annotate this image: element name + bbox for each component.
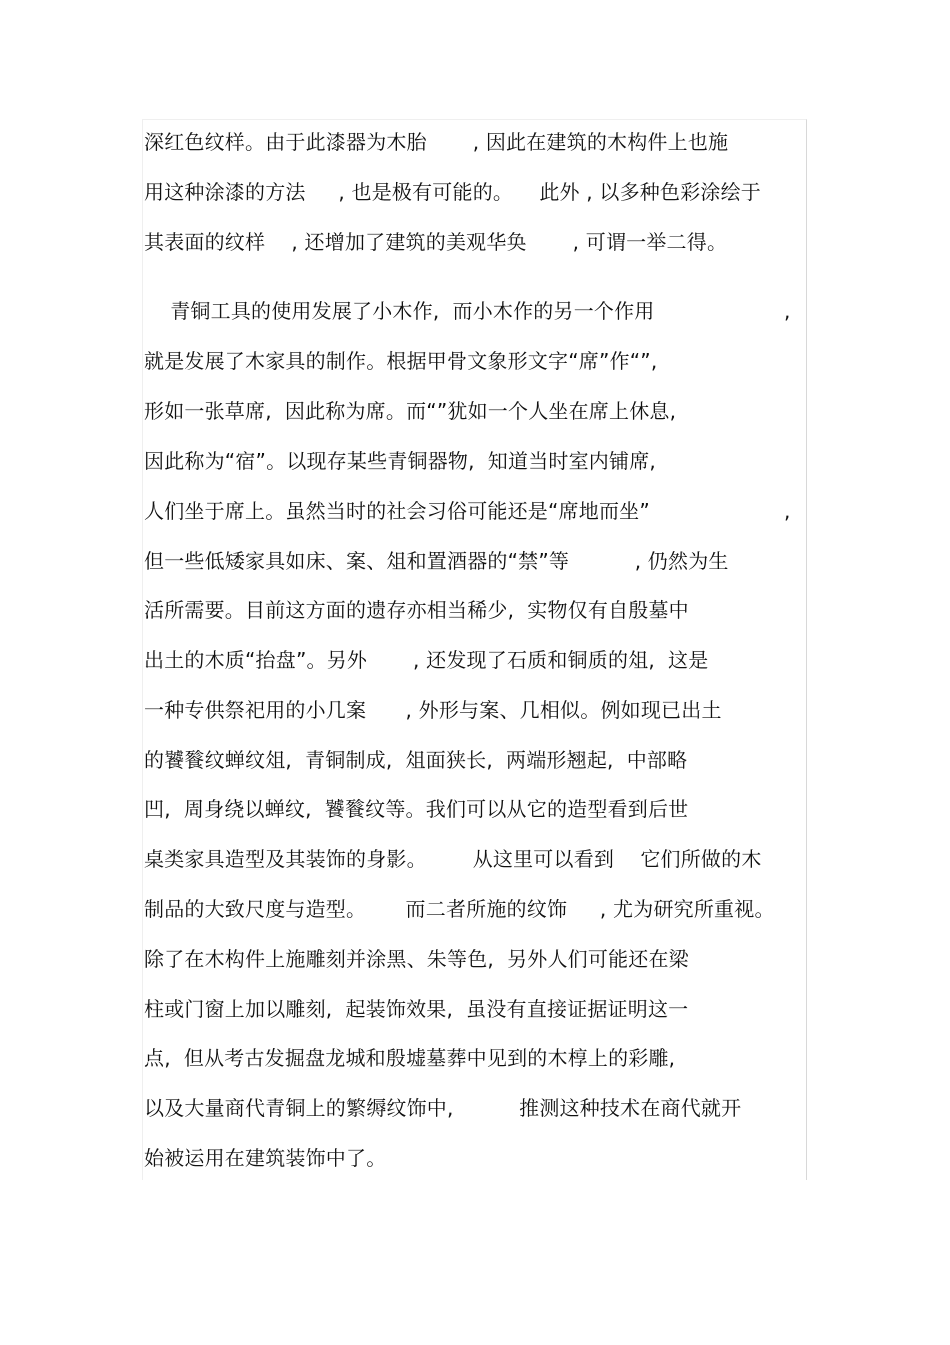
text-line: 始被运用在建筑装饰中了。 <box>144 1146 387 1170</box>
trailing-comma: , <box>784 499 791 523</box>
text-line: 但一些低矮家具如床、案、俎和置酒器的“禁”等 , 仍然为生 <box>144 549 729 573</box>
text-line: 人们坐于席上。虽然当时的社会习俗可能还是“席地而坐” <box>144 499 650 523</box>
text-line: 青铜工具的使用发展了小木作, 而小木作的另一个作用 <box>144 299 655 323</box>
text-line: 用这种涂漆的方法 , 也是极有可能的。 此外 , 以多种色彩涂绘于 <box>144 180 762 204</box>
text-line: 活所需要。目前这方面的遗存亦相当稀少, 实物仅有自殷墓中 <box>144 598 689 622</box>
text-line: 凹, 周身绕以蝉纹, 饕餮纹等。我们可以从它的造型看到后世 <box>144 797 689 821</box>
text-line: 形如一张草席, 因此称为席。而“”犹如一个人坐在席上休息, <box>144 399 677 423</box>
text-line: 除了在木构件上施雕刻并涂黑、朱等色, 另外人们可能还在梁 <box>144 947 689 971</box>
text-line: 桌类家具造型及其装饰的身影。 从这里可以看到 它们所做的木 <box>144 847 762 871</box>
text-line: 出土的木质“抬盘”。另外 , 还发现了石质和铜质的俎, 这是 <box>144 648 709 672</box>
trailing-comma: , <box>784 299 791 323</box>
text-line: 因此称为“宿”。以现存某些青铜器物, 知道当时室内铺席, <box>144 449 656 473</box>
text-line: 点, 但从考古发掘盘龙城和殷墟墓葬中见到的木椁上的彩雕, <box>144 1046 676 1070</box>
text-line: 的饕餮纹蝉纹俎, 青铜制成, 俎面狭长, 两端形翘起, 中部略 <box>144 748 688 772</box>
text-line: 其表面的纹样 , 还增加了建筑的美观华奂 , 可谓一举二得。 <box>144 230 728 254</box>
text-line: 就是发展了木家具的制作。根据甲骨文象形文字“席”作“”, <box>144 349 658 373</box>
text-line: 深红色纹样。由于此漆器为木胎 , 因此在建筑的木构件上也施 <box>144 130 729 154</box>
text-line: 制品的大致尺度与造型。 而二者所施的纹饰 , 尤为研究所重视。 <box>144 897 775 921</box>
text-line: 以及大量商代青铜上的繁缛纹饰中, 推测这种技术在商代就开 <box>144 1096 742 1120</box>
text-line: 一种专供祭祀用的小几案 , 外形与案、几相似。例如现已出土 <box>144 698 722 722</box>
text-line: 柱或门窗上加以雕刻, 起装饰效果, 虽没有直接证据证明这一 <box>144 997 689 1021</box>
